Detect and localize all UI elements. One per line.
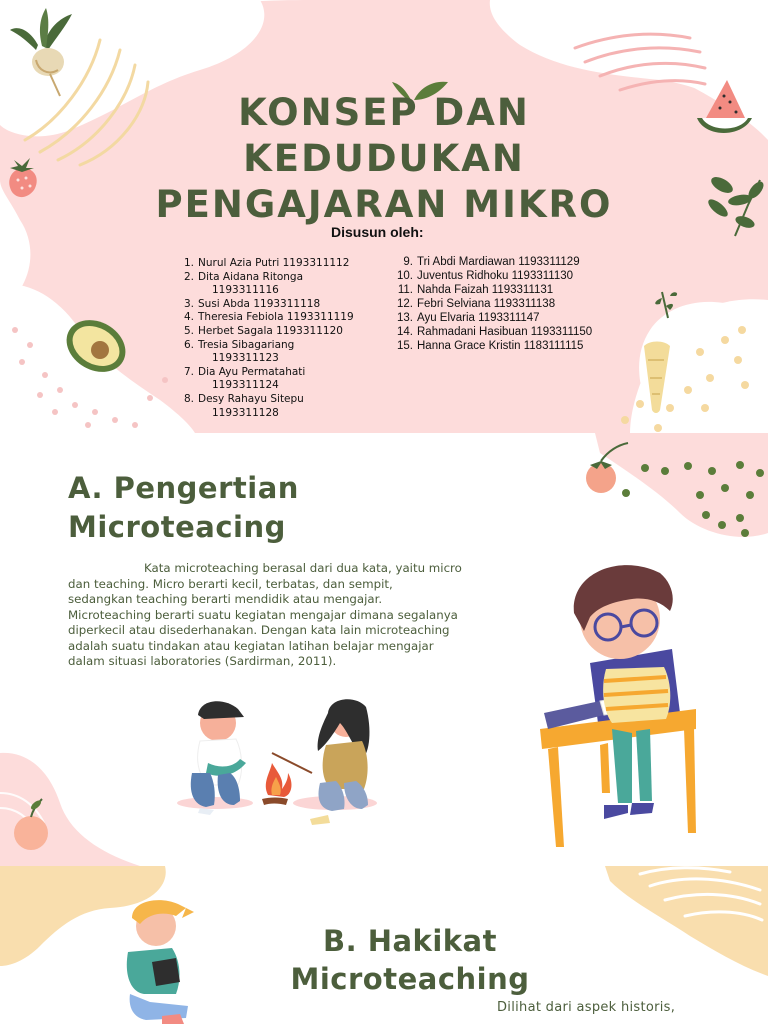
- author-item: 8. Desy Rahayu Sitepu 1193311128: [183, 392, 304, 419]
- author-item: 11. Nahda Faizah 1193311131: [397, 284, 554, 296]
- title-line-1: KONSEP DAN: [238, 91, 530, 134]
- author-item: 9. Tri Abdi Mardiawan 1193311129: [403, 256, 580, 268]
- section-b-heading: [260, 922, 560, 998]
- boy-at-desk-illustration: [540, 565, 696, 847]
- boy-reading-illustration: [127, 900, 194, 1024]
- author-item: 5. Herbet Sagala 1193311120: [183, 324, 343, 337]
- author-item: 2. Dita Aidana Ritonga 1193311116: [183, 270, 304, 297]
- author-item: 4. Theresia Febiola 1193311119: [183, 311, 354, 324]
- paragraph-line: sedangkan teaching berarti mendidik atau mengajar.: [68, 592, 383, 606]
- section-b-paragraph: Dilihat dari aspek historis,: [497, 1000, 676, 1015]
- paragraph-line: Kata microteaching berasal dari dua kata, yaitu micro: [144, 561, 462, 575]
- page-title: [0, 90, 768, 228]
- paragraph-line: diperkecil atau disederhanakan. Dengan kata lain microteaching: [68, 623, 450, 637]
- paragraph-line: adalah suatu tindakan atau kegiatan latihan belajar mengajar: [68, 638, 434, 653]
- author-item: 7. Dia Ayu Permatahati 1193311124: [183, 365, 306, 392]
- section-b-heading-line-2: Microteaching: [290, 962, 530, 996]
- children-campfire-illustration: [177, 699, 377, 825]
- author-item: 15. Hanna Grace Kristin 1183111115: [397, 340, 584, 352]
- paragraph-line: dan teaching. Micro berarti kecil, terbatas, dan sempit,: [68, 576, 393, 591]
- pengertian-slide: [0, 433, 768, 866]
- paragraph-line: Microteaching berarti suatu kegiatan mengajar dimana segalanya: [68, 607, 458, 622]
- section-a-heading-line-2: Microteacing: [68, 510, 286, 544]
- author-item: 12. Febri Selviana 1193311138: [397, 298, 556, 310]
- author-item: 6. Tresia Sibagariang 1193311123: [183, 338, 295, 365]
- author-item: 13. Ayu Elvaria 1193311147: [397, 312, 540, 324]
- title-line-2: KEDUDUKAN: [243, 137, 525, 180]
- section-a-paragraph: [68, 561, 492, 670]
- subheading: Disusun oleh:: [331, 224, 424, 240]
- hakikat-slide: [0, 866, 768, 1024]
- paragraph-line: dalam situasi laboratories (Sardirman, 2011).: [68, 654, 337, 668]
- section-b-heading-line-1: B. Hakikat: [322, 924, 497, 958]
- author-item: 14. Rahmadani Hasibuan 1193311150: [397, 326, 593, 338]
- title-slide: [0, 0, 768, 433]
- author-item: 1. Nurul Azia Putri 1193311112: [183, 257, 350, 269]
- section-a-heading-line-1: A. Pengertian: [68, 471, 299, 505]
- author-item: 10. Juventus Ridhoku 1193311130: [397, 270, 574, 282]
- authors-list-left: [168, 257, 378, 420]
- authors-list-right: [393, 255, 623, 353]
- title-line-3: PENGAJARAN MIKRO: [155, 183, 613, 226]
- author-item: 3. Susi Abda 1193311118: [183, 297, 321, 310]
- section-a-heading: [68, 469, 299, 547]
